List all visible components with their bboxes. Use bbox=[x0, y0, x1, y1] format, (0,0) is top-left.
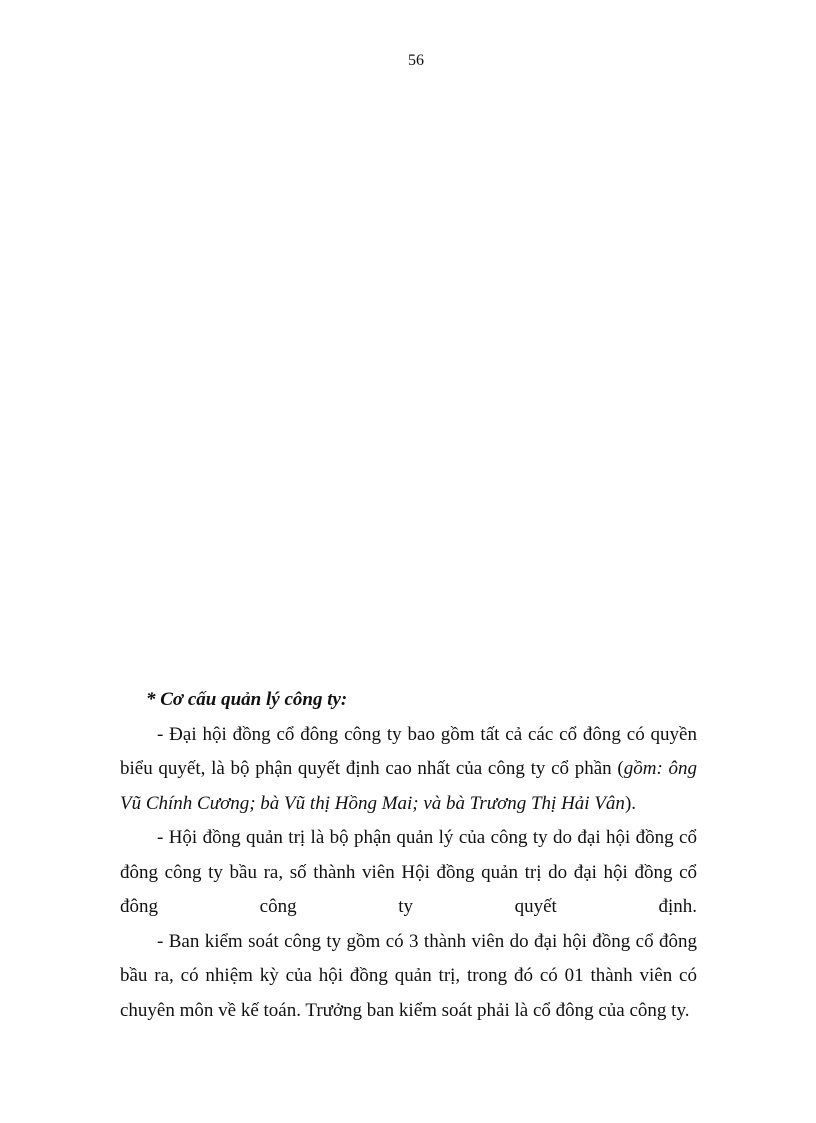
paragraph-supervisory-board: - Ban kiểm soát công ty gồm có 3 thành viên do đại hội đồng cổ đông bầu ra, có nhiệm kỳ của hội đồng quản trị, trong đó có 01 thành viên có chuyên môn về kế toán. Trưởng ban kiểm soát phải là cổ đông của công ty. bbox=[120, 930, 697, 1021]
paragraph-board-of-directors: - Hội đồng quản trị là bộ phận quản lý của công ty do đại hội đồng cổ đông công ty bầu ra, số thành viên Hội đồng quản trị do đại hội đồng cổ đông công ty quyết định. bbox=[120, 827, 697, 917]
paragraph-general-meeting-end: ). bbox=[624, 792, 637, 814]
document-body bbox=[120, 683, 697, 1028]
paragraph-general-meeting-text: - Đại hội đồng cổ đông công ty bao gồm tất cả các cổ đông có quyền biểu quyết, là bộ phận quyết định cao nhất của công ty cổ phần ( bbox=[120, 723, 697, 779]
section-heading: * Cơ cấu quản lý công ty: bbox=[146, 689, 348, 710]
paragraph-general-meeting bbox=[120, 718, 697, 822]
shareholder-names: gồm: ông Vũ Chính Cương; bà Vũ thị Hồng Mai; và bà Trương Thị Hải Vân bbox=[120, 758, 697, 814]
page-number: 56 bbox=[408, 52, 424, 69]
